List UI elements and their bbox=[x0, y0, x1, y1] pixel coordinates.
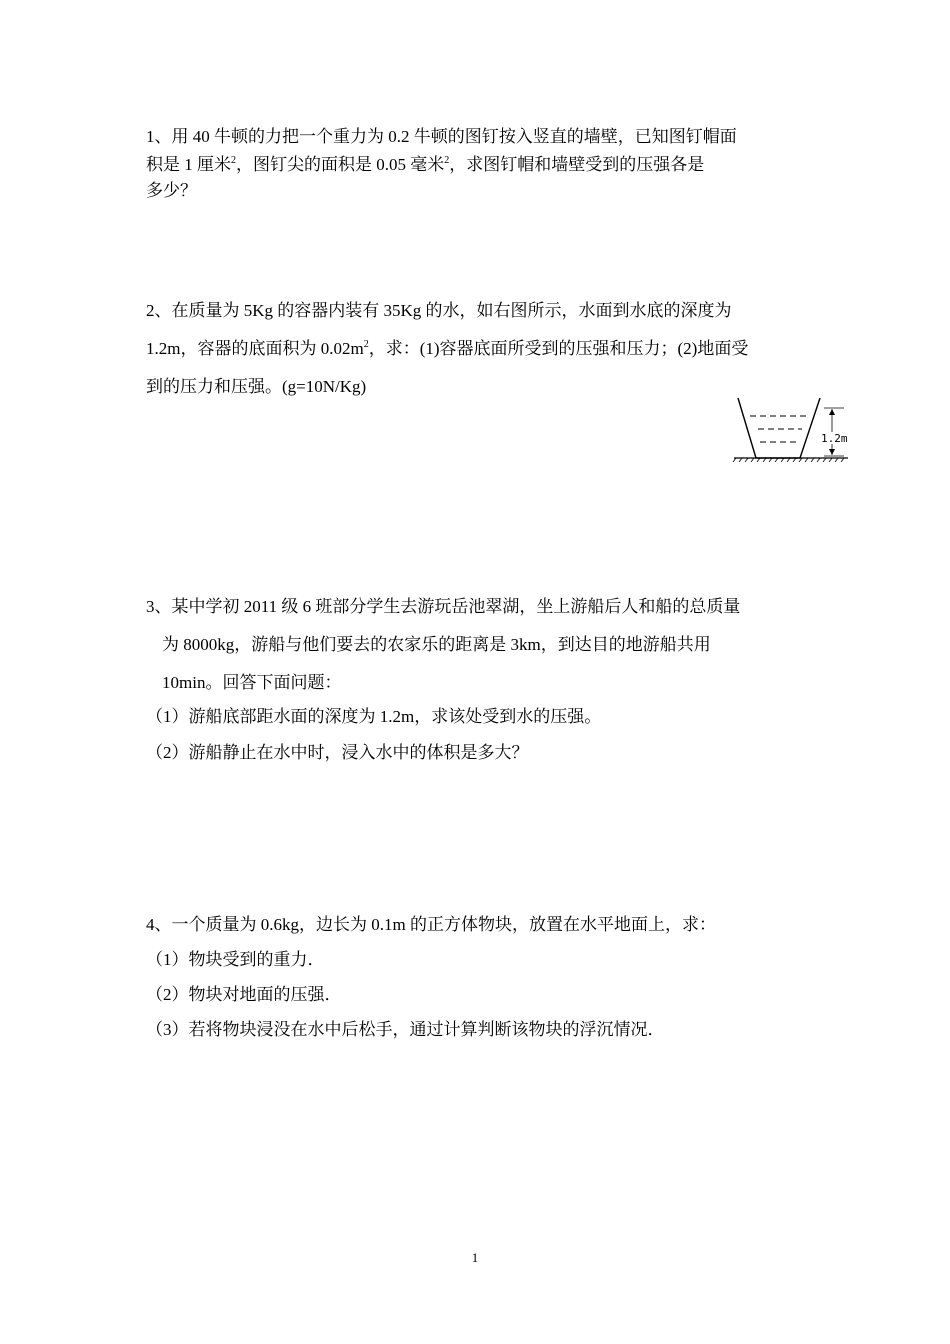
q2-line-2-b: ，求：(1)容器底面所受到的压强和压力；(2)地面受 bbox=[368, 339, 749, 358]
q1-line-2-c: ，求图钉帽和墙壁受到的压强各是 bbox=[449, 155, 705, 174]
page-number: 1 bbox=[471, 1250, 479, 1265]
q2-line-3: 到的压力和压强。(g=10N/Kg) bbox=[146, 377, 367, 396]
q2-line-2-a: 1.2m，容器的底面积为 0.02m bbox=[146, 339, 364, 358]
q2-line-1: 2、在质量为 5Kg 的容器内装有 35Kg 的水，如右图所示，水面到水底的深度为 bbox=[146, 301, 732, 320]
q3-line-1: 3、某中学初 2011 级 6 班部分学生去游玩岳池翠湖，坐上游船后人和船的总质量 bbox=[146, 597, 741, 616]
depth-label: 1.2m bbox=[821, 432, 848, 445]
q4-subquestion-3: （3）若将物块浸没在水中后松手，通过计算判断该物块的浮沉情况． bbox=[146, 1020, 665, 1039]
q3-line-2: 为 8000kg，游船与他们要去的农家乐的距离是 3km，到达目的地游船共用 bbox=[162, 635, 711, 654]
q1-line-2 bbox=[146, 156, 704, 173]
q4-subquestion-2: （2）物块对地面的压强． bbox=[146, 985, 342, 1004]
q1-line-1: 1、用 40 牛顿的力把一个重力为 0.2 牛顿的图钉按入竖直的墙壁，已知图钉帽面 bbox=[146, 127, 737, 146]
q4-subquestion-1: （1）物块受到的重力． bbox=[146, 950, 325, 969]
q1-superscript-1: 2 bbox=[231, 155, 236, 166]
q3-subquestion-1: （1）游船底部距水面的深度为 1.2m，求该处受到水的压强。 bbox=[146, 707, 602, 726]
q1-superscript-2: 2 bbox=[444, 155, 450, 166]
q1-line-2-b: ，图钉尖的面积是 0.05 毫米 bbox=[236, 155, 445, 174]
q4-line-1: 4、一个质量为 0.6kg，边长为 0.1m 的正方体物块，放置在水平地面上，求： bbox=[146, 915, 716, 934]
q2-superscript: 2 bbox=[363, 339, 369, 350]
q1-line-2-a: 积是 1 厘米 bbox=[146, 155, 231, 174]
q2-line-2 bbox=[146, 340, 748, 357]
q3-line-3: 10min。回答下面问题： bbox=[162, 673, 342, 692]
q3-subquestion-2: （2）游船静止在水中时，浸入水中的体积是多大？ bbox=[146, 743, 529, 762]
container-figure bbox=[732, 396, 850, 462]
q1-line-3: 多少？ bbox=[146, 181, 197, 200]
